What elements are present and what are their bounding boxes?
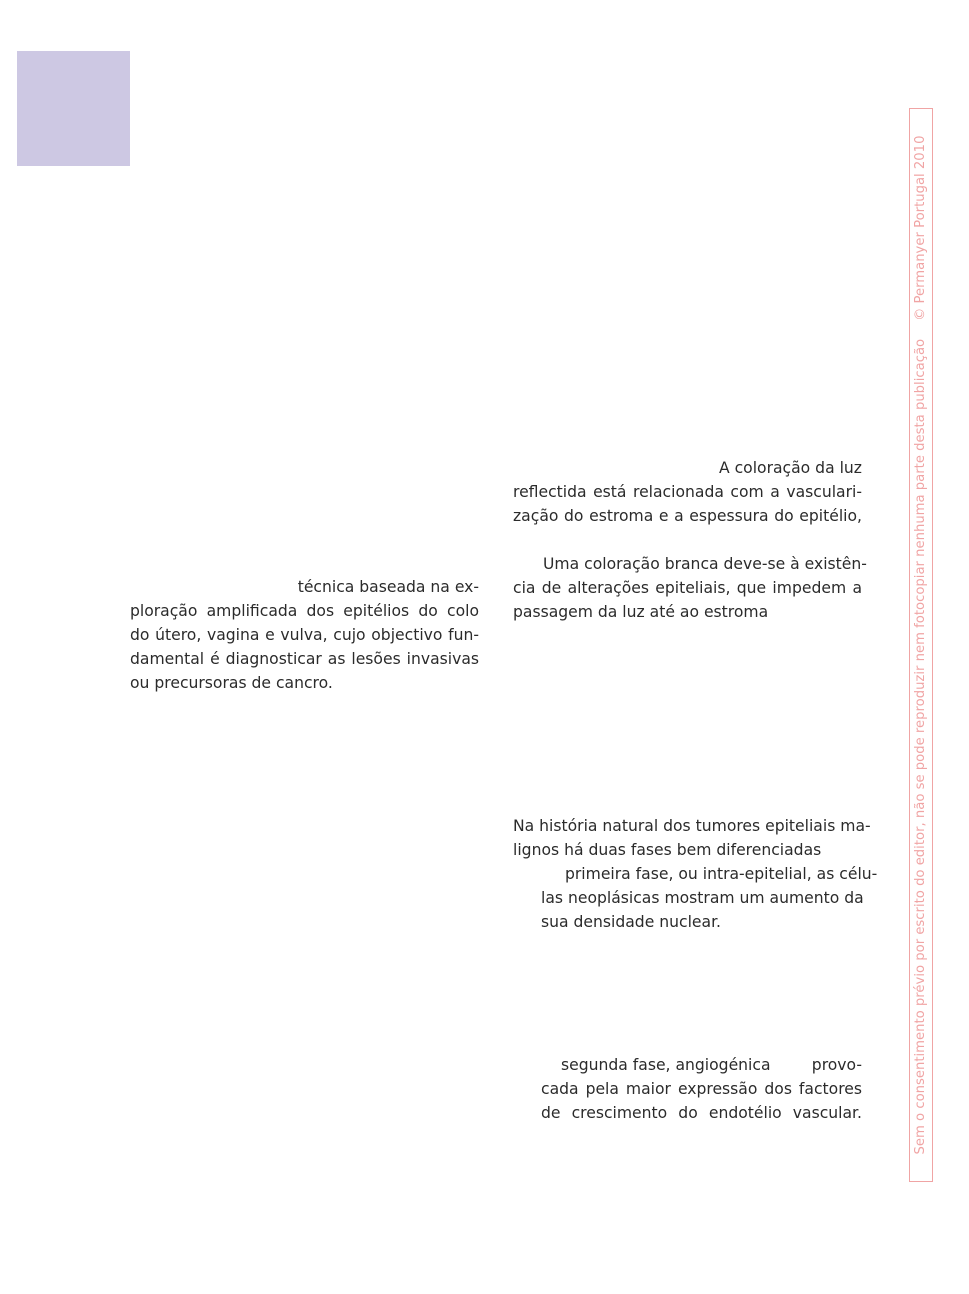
text-line: ploração amplificada dos epitélios do colo <box>130 602 479 620</box>
text-line: passagem da luz até ao estroma <box>513 603 769 621</box>
text-line: sua densidade nuclear. <box>541 913 722 931</box>
text-line: lignos há duas fases bem diferenciadas <box>513 841 822 859</box>
copyright-text: © Permanyer Portugal 2010 <box>913 135 928 321</box>
decorative-corner-block <box>17 51 130 166</box>
text-line: do útero, vagina e vulva, cujo objectivo fun- <box>130 626 479 644</box>
text-line: primeira fase, ou intra-epitelial, as célu- <box>565 865 878 883</box>
text-line: de crescimento do endotélio vascular. <box>541 1104 862 1122</box>
text-line: provo- <box>811 1056 862 1074</box>
text-line: técnica baseada na ex- <box>297 578 479 596</box>
text-line: cia de alterações epiteliais, que impedem a <box>513 579 862 597</box>
copyright-notice-text <box>912 108 930 1182</box>
text-line: Na história natural dos tumores epiteliais ma- <box>513 817 871 835</box>
text-line: reflectida está relacionada com a vasculari- <box>513 483 862 501</box>
notice-text: Sem o consentimento prévio por escrito do editor, não se pode reproduzir nem fotocopiar nenhuma parte desta publicação <box>913 338 928 1155</box>
copyright-notice-box <box>909 108 933 1182</box>
text-line: cada pela maior expressão dos factores <box>541 1080 862 1098</box>
text-line: ou precursoras de cancro. <box>130 674 333 692</box>
text-line: segunda fase, angiogénica <box>561 1056 771 1074</box>
text-line: las neoplásicas mostram um aumento da <box>541 889 864 907</box>
text-line: damental é diagnosticar as lesões invasivas <box>130 650 479 668</box>
text-line: zação do estroma e a espessura do epitélio, <box>513 507 862 525</box>
text-line: Uma coloração branca deve-se à existên- <box>543 555 867 573</box>
text-line: A coloração da luz <box>718 459 862 477</box>
